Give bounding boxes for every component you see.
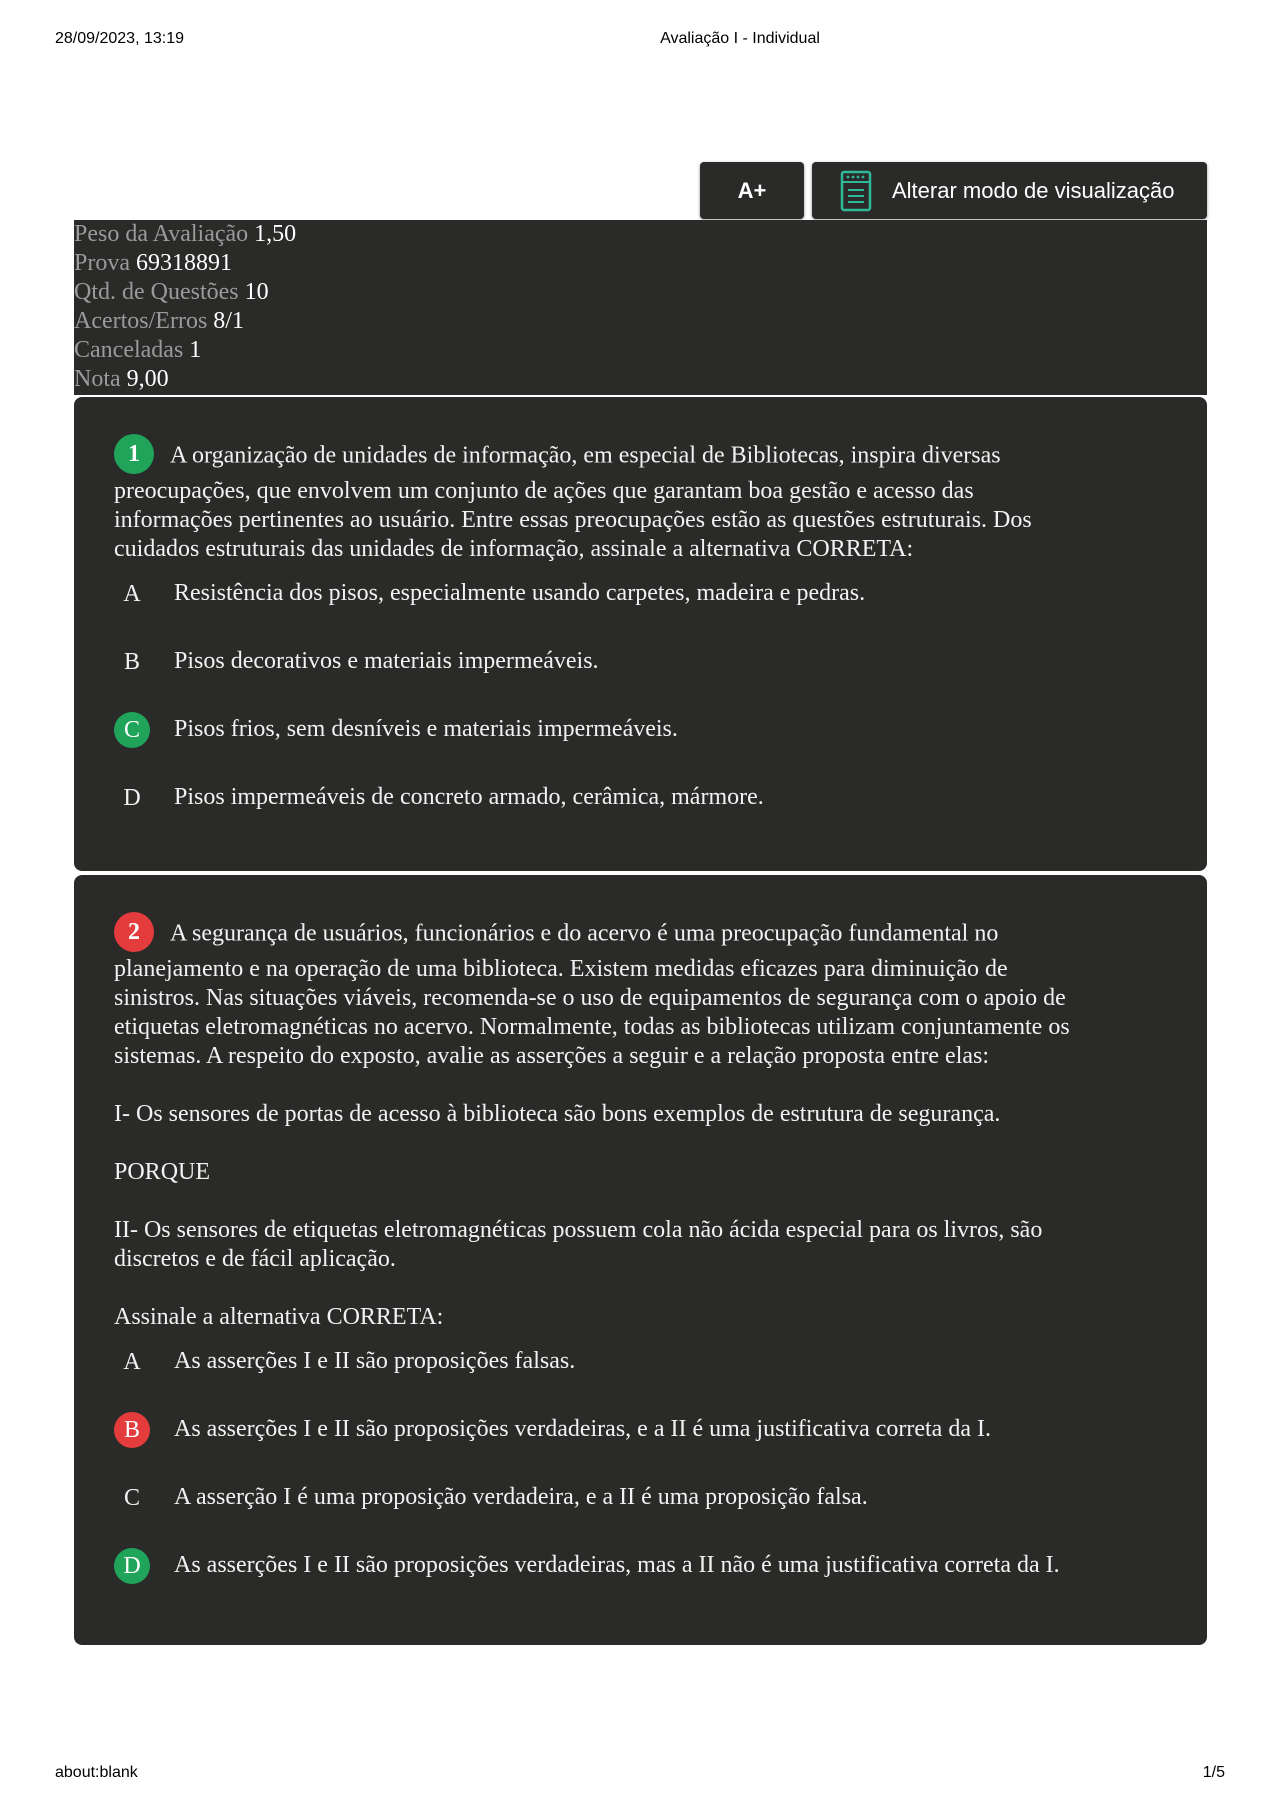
option-text: Pisos impermeáveis de concreto armado, cerâmica, mármore.	[174, 784, 764, 810]
summary-row-grade	[74, 365, 1207, 394]
question-number-badge: 2	[114, 912, 154, 952]
assertion-connector: PORQUE	[114, 1159, 211, 1185]
answer-option-b[interactable]	[114, 1412, 1167, 1480]
paragraph-gap	[114, 1274, 1167, 1303]
question-line: informações pertinentes ao usuário. Entre essas preocupações estão as questões estruturais. Dos	[114, 507, 1032, 533]
option-text: As asserções I e II são proposições verdadeiras, mas a II não é uma justificativa correta da I.	[174, 1552, 1060, 1578]
assertion-two-cont: discretos e de fácil aplicação.	[114, 1246, 396, 1272]
option-letter: D	[123, 785, 141, 811]
view-mode-label: Alterar modo de visualização	[892, 177, 1175, 203]
summary-value: 9,00	[126, 366, 169, 392]
option-text: A asserção I é uma proposição verdadeira, e a II é uma proposição falsa.	[174, 1484, 868, 1510]
option-text: As asserções I e II são proposições falsas.	[174, 1348, 576, 1374]
question-line	[114, 915, 1167, 955]
answer-option-a[interactable]	[114, 576, 1167, 644]
view-mode-button[interactable]	[812, 162, 1207, 219]
option-letter: A	[123, 581, 141, 607]
question-line: preocupações, que envolvem um conjunto de ações que garantam boa gestão e acesso das	[114, 478, 974, 504]
option-text: As asserções I e II são proposições verdadeiras, e a II é uma justificativa correta da I.	[174, 1416, 991, 1442]
document-view-icon	[840, 170, 872, 212]
question-line	[114, 437, 1167, 477]
question-line-text: A organização de unidades de informação, em especial de Bibliotecas, inspira diversas	[170, 442, 1001, 469]
answer-option-a[interactable]	[114, 1344, 1167, 1412]
print-datetime: 28/09/2023, 13:19	[55, 30, 185, 47]
paragraph-gap	[114, 1129, 1167, 1158]
answer-option-b[interactable]	[114, 644, 1167, 712]
option-text: Pisos decorativos e materiais impermeáveis.	[174, 648, 599, 674]
summary-label: Peso da Avaliação	[74, 221, 249, 247]
question-line: planejamento e na operação de uma biblioteca. Existem medidas eficazes para diminuição de	[114, 956, 1008, 982]
question-card-1	[74, 397, 1207, 871]
answer-options	[114, 576, 1167, 848]
answer-option-d[interactable]	[114, 780, 1167, 848]
summary-row-weight	[74, 220, 1207, 249]
summary-value: 1	[189, 337, 202, 363]
summary-label: Prova	[74, 250, 130, 276]
option-letter-correct: C	[114, 712, 150, 748]
font-size-increase-button[interactable]	[700, 162, 804, 219]
print-title: Avaliação I - Individual	[660, 30, 820, 47]
print-url: about:blank	[55, 1764, 138, 1781]
question-line-text: A segurança de usuários, funcionários e do acervo é uma preocupação fundamental no	[170, 920, 999, 947]
question-line: sinistros. Nas situações viáveis, recomenda-se o uso de equipamentos de segurança com o apoio de	[114, 985, 1066, 1011]
question-card-2	[74, 875, 1207, 1645]
summary-label: Acertos/Erros	[74, 308, 208, 334]
summary-row-cancelled	[74, 336, 1207, 365]
summary-value: 8/1	[213, 308, 244, 334]
font-size-label: A+	[737, 177, 767, 203]
summary-value: 1,50	[254, 221, 297, 247]
print-page-number: 1/5	[1202, 1764, 1225, 1781]
answer-options	[114, 1344, 1167, 1616]
question-instruction: Assinale a alternativa CORRETA:	[114, 1304, 444, 1330]
question-text	[114, 915, 1167, 1332]
summary-label: Nota	[74, 366, 121, 392]
assertion-one: I- Os sensores de portas de acesso à biblioteca são bons exemplos de estrutura de segurança.	[114, 1101, 1001, 1127]
question-line: cuidados estruturais das unidades de informação, assinale a alternativa CORRETA:	[114, 536, 914, 562]
summary-row-question-count	[74, 278, 1207, 307]
question-line: etiquetas eletromagnéticas no acervo. Normalmente, todas as bibliotecas utilizam conjuntamente os	[114, 1014, 1070, 1040]
option-letter: B	[123, 649, 140, 675]
option-letter: C	[123, 1485, 140, 1511]
question-number-badge: 1	[114, 434, 154, 474]
print-footer	[0, 1764, 1280, 1788]
option-text: Pisos frios, sem desníveis e materiais impermeáveis.	[174, 716, 678, 742]
paragraph-gap	[114, 1071, 1167, 1100]
evaluation-summary	[74, 220, 1207, 395]
assertion-two: II- Os sensores de etiquetas eletromagnéticas possuem cola não ácida especial para os livros, são	[114, 1217, 1043, 1243]
summary-row-exam	[74, 249, 1207, 278]
print-header	[0, 30, 1280, 54]
summary-value: 69318891	[136, 250, 232, 276]
question-line: sistemas. A respeito do exposto, avalie as asserções a seguir e a relação proposta entre elas:	[114, 1043, 990, 1069]
summary-row-hits-errors	[74, 307, 1207, 336]
answer-option-d[interactable]	[114, 1548, 1167, 1616]
paragraph-gap	[114, 1187, 1167, 1216]
summary-label: Qtd. de Questões	[74, 279, 239, 305]
option-text: Resistência dos pisos, especialmente usando carpetes, madeira e pedras.	[174, 580, 866, 606]
option-letter-wrong: B	[114, 1412, 150, 1448]
question-text	[114, 437, 1167, 564]
summary-label: Canceladas	[74, 337, 184, 363]
answer-option-c[interactable]	[114, 712, 1167, 780]
option-letter: A	[123, 1349, 141, 1375]
answer-option-c[interactable]	[114, 1480, 1167, 1548]
option-letter-correct: D	[114, 1548, 150, 1584]
summary-value: 10	[244, 279, 269, 305]
